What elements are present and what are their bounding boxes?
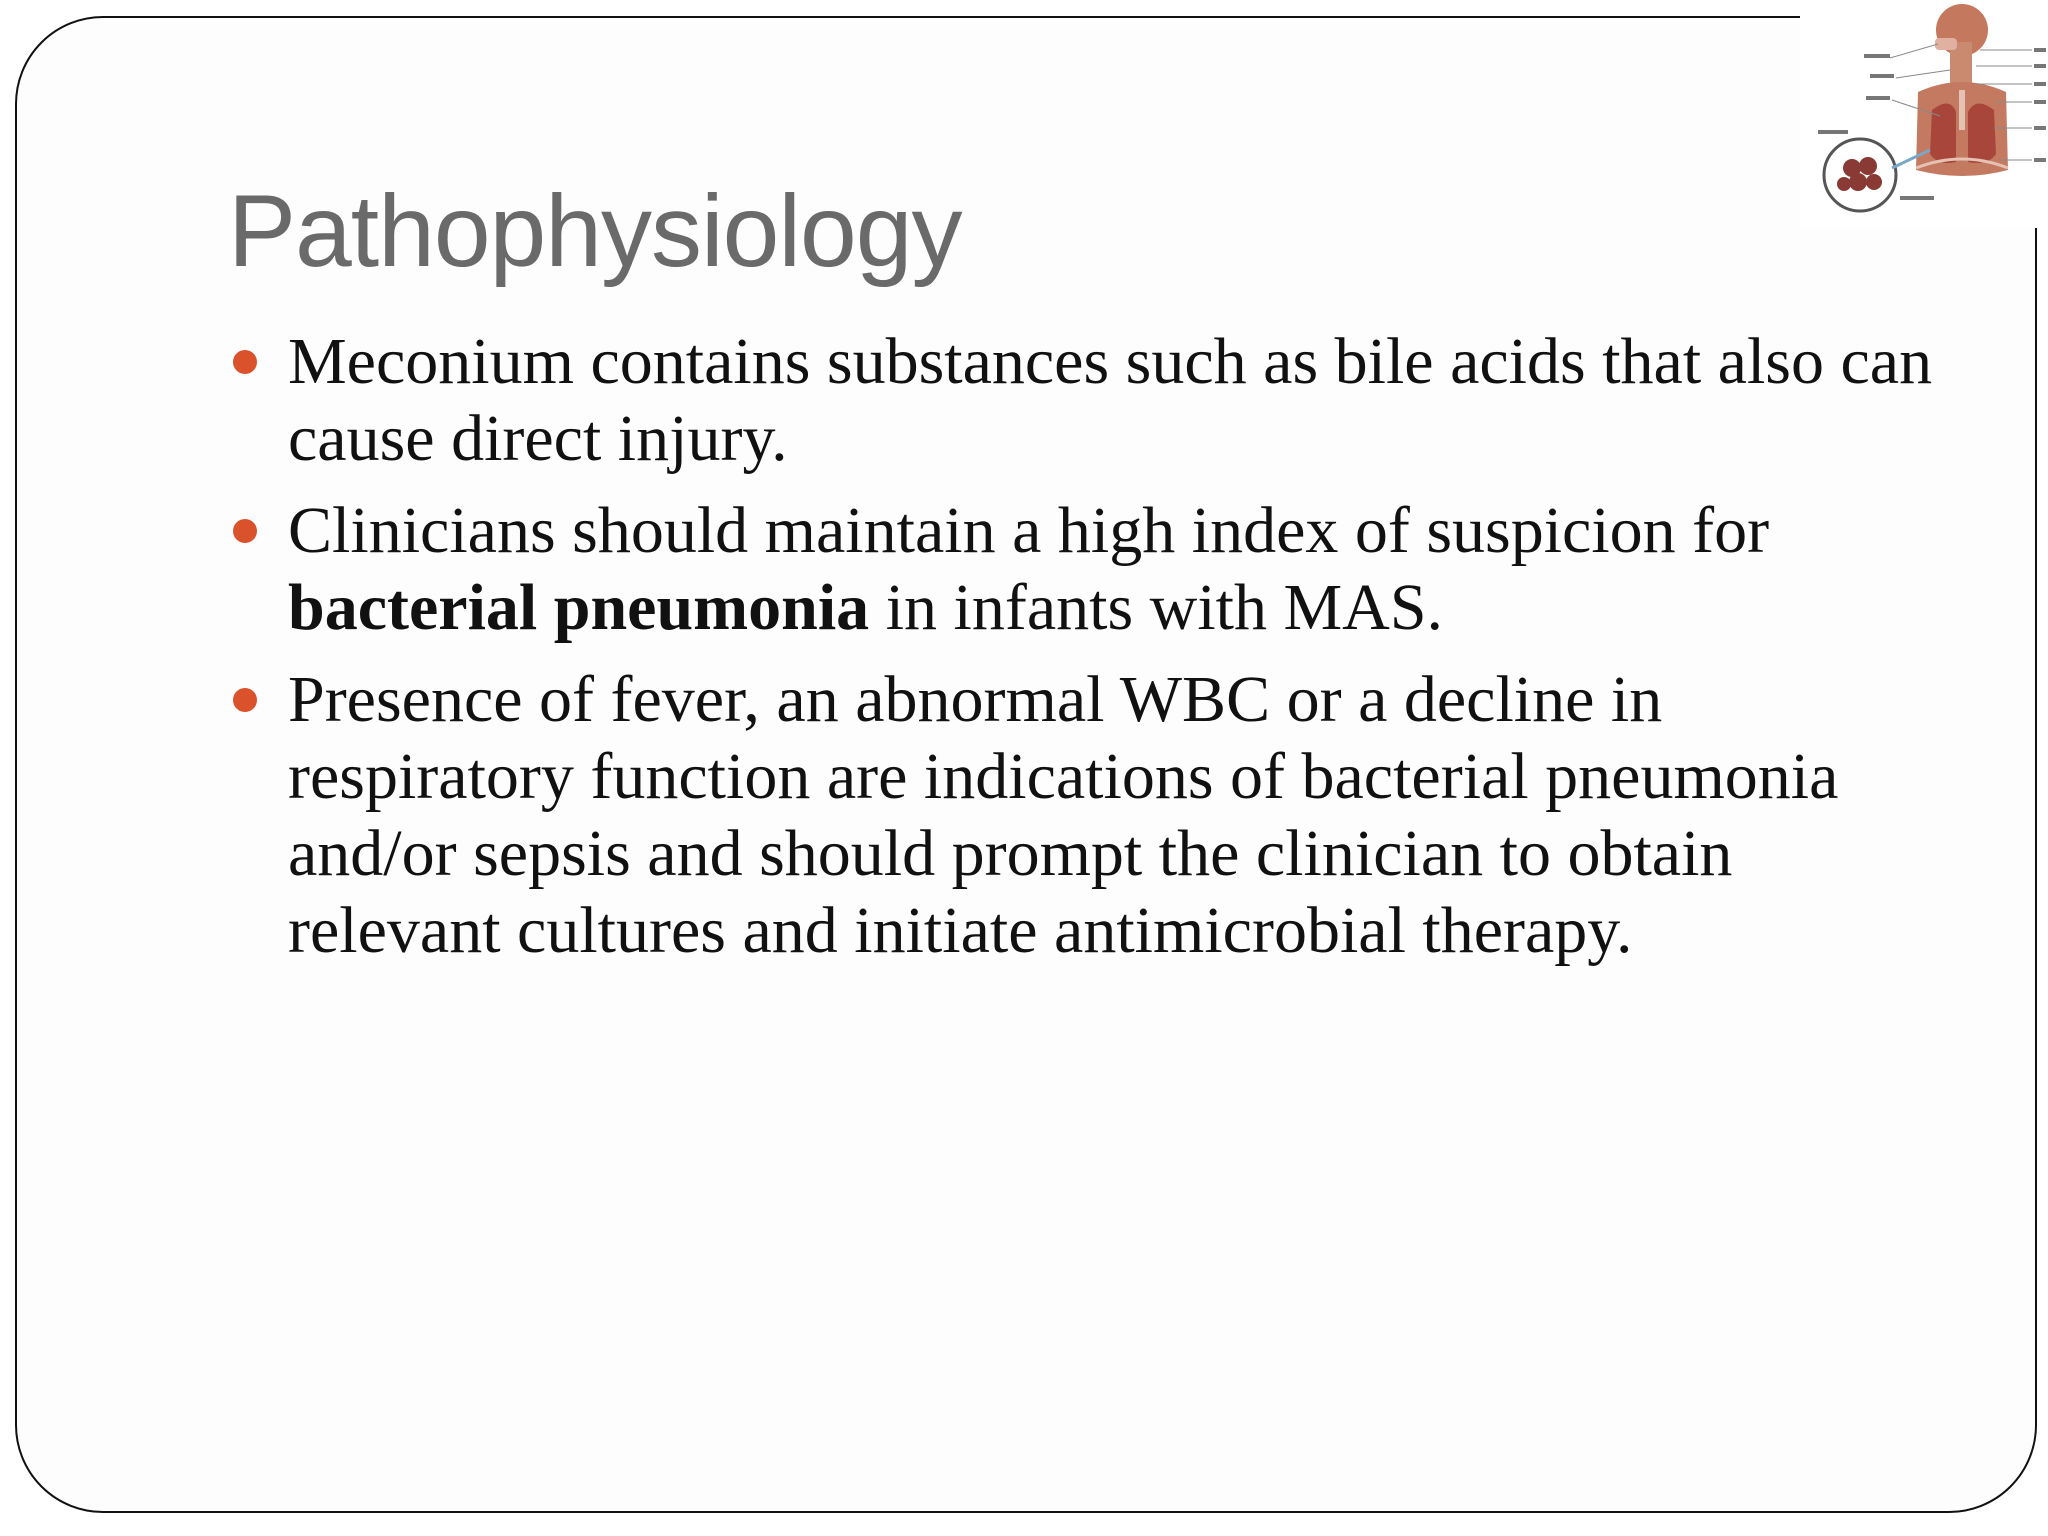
bullet-text: Meconium contains substances such as bile acids that also can cause direct injury.: [288, 325, 1933, 475]
bullet-text: Presence of fever, an abnormal WBC or a decline in respiratory function are indications of bacterial pneumonia and/or sepsis and should prompt the clinician to obtain relevant cultures and initiate antimicrobial therapy.: [288, 663, 1839, 967]
list-item: [228, 323, 1948, 477]
list-item: [228, 661, 1948, 969]
bullet-bold-text: bacterial pneumonia: [288, 571, 870, 644]
bullet-text: Clinicians should maintain a high index of suspicion for: [288, 494, 1770, 567]
respiratory-system-diagram-icon: [1800, 0, 2048, 228]
bullet-list: [228, 323, 1948, 984]
bullet-dot-icon: [233, 350, 257, 374]
page-title: Pathophysiology: [228, 174, 962, 288]
bullet-dot-icon: [233, 688, 257, 712]
bullet-text: in infants with MAS.: [869, 571, 1444, 644]
list-item: [228, 492, 1948, 646]
bullet-dot-icon: [233, 519, 257, 543]
